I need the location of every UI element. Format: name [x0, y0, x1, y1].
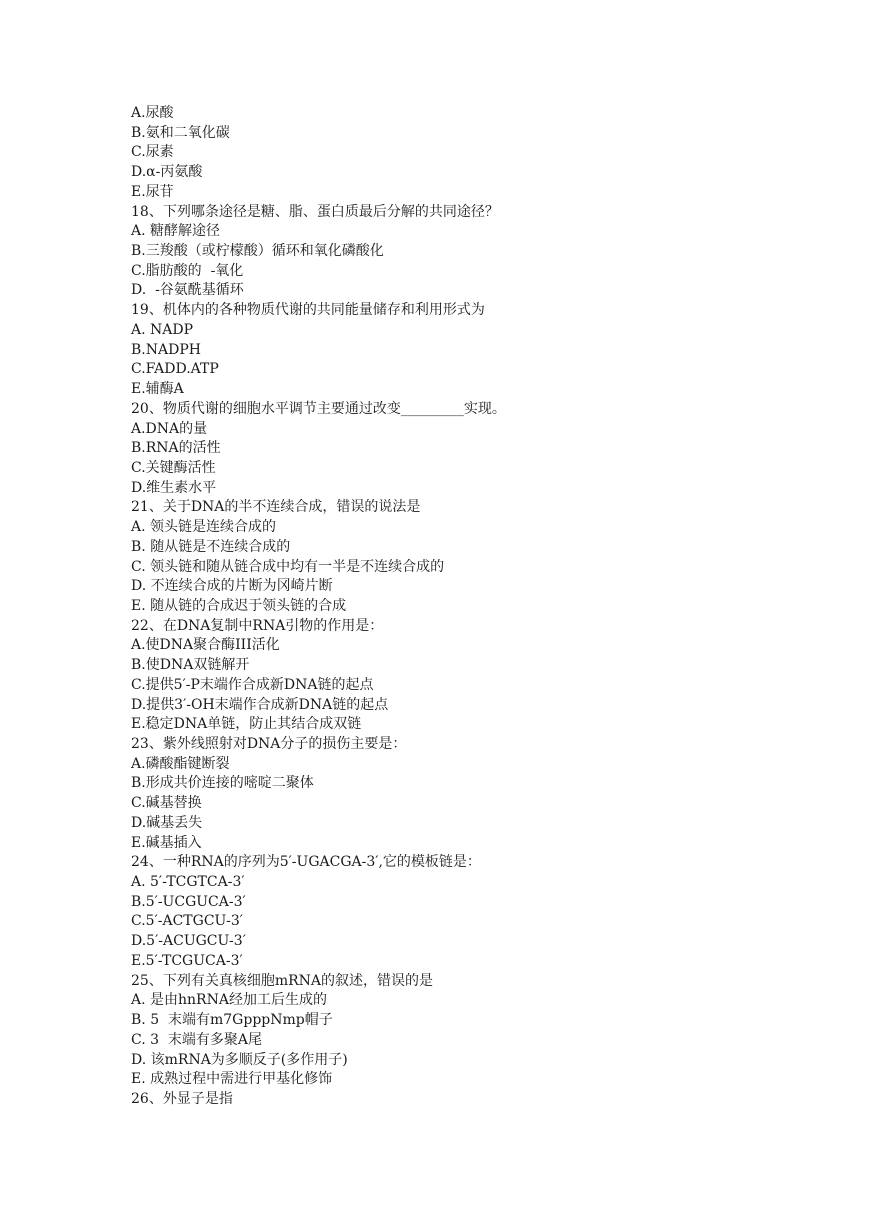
option-line: E. 随从链的合成迟于领头链的合成 — [131, 597, 347, 614]
option-line: C. 3 末端有多聚A尾 — [131, 1031, 263, 1048]
question-line: 20、物质代谢的细胞水平调节主要通过改变_________实现。 — [131, 400, 506, 417]
option-line: D. 不连续合成的片断为冈崎片断 — [131, 578, 333, 595]
option-line: B. 5 末端有m7GpppNmp帽子 — [131, 1012, 333, 1029]
option-line: E.碱基插入 — [131, 834, 202, 851]
option-line: D.维生素水平 — [131, 479, 217, 496]
question-line: 19、机体内的各种物质代谢的共同能量储存和利用形式为 — [131, 302, 485, 319]
option-line: B.三羧酸（或柠檬酸）循环和氧化磷酸化 — [131, 243, 384, 260]
question-line: 26、外显子是指 — [131, 1090, 233, 1107]
option-line: C. 领头链和随从链合成中均有一半是不连续合成的 — [131, 558, 445, 575]
option-line: B.5′-UCGUCA-3′ — [131, 893, 246, 910]
option-line: A.磷酸酯键断裂 — [131, 755, 230, 772]
question-line: 25、下列有关真核细胞mRNA的叙述，错误的是 — [131, 972, 433, 989]
option-line: A.使DNA聚合酶III活化 — [131, 637, 280, 654]
option-line: A. NADP — [131, 321, 194, 338]
option-line: A.DNA的量 — [131, 420, 208, 437]
question-line: 21、关于DNA的半不连续合成，错误的说法是 — [131, 499, 421, 516]
question-text-block — [131, 104, 811, 1110]
question-line: 18、下列哪条途径是糖、脂、蛋白质最后分解的共同途径？ — [131, 203, 499, 220]
question-line: 23、紫外线照射对DNA分子的损伤主要是： — [131, 736, 407, 752]
option-line: B. 随从链是不连续合成的 — [131, 538, 291, 555]
option-line: E.尿苷 — [131, 183, 174, 200]
option-line: B.形成共价连接的嘧啶二聚体 — [131, 775, 314, 792]
option-line: D. -谷氨酰基循环 — [131, 282, 244, 299]
option-line: D. 该mRNA为多顺反子(多作用子) — [131, 1051, 348, 1068]
option-line: E. 成熟过程中需进行甲基化修饰 — [131, 1071, 333, 1088]
option-line: A.尿酸 — [131, 105, 174, 121]
option-line: D.提供3′-OH末端作合成新DNA链的起点 — [131, 696, 389, 713]
option-line: E.辅酶A — [131, 381, 184, 398]
option-line: B.NADPH — [131, 341, 201, 358]
option-line: C.提供5′-P末端作合成新DNA链的起点 — [131, 676, 374, 693]
option-line: C.5′-ACTGCU-3′ — [131, 913, 243, 930]
option-line: B.使DNA双链解开 — [131, 657, 250, 674]
option-line: C.脂肪酸的 -氧化 — [131, 262, 244, 279]
option-line: A. 是由hnRNA经加工后生成的 — [131, 992, 327, 1009]
question-line: 22、在DNA复制中RNA引物的作用是： — [131, 617, 384, 634]
option-line: A. 5′-TCGTCA-3′ — [131, 874, 245, 891]
question-line: 24、一种RNA的序列为5′-UGACGA-3′,它的模板链是： — [131, 854, 481, 871]
option-line: C.碱基替换 — [131, 795, 202, 812]
option-line: C.FADD.ATP — [131, 361, 219, 378]
option-line: B.氨和二氧化碳 — [131, 124, 230, 141]
option-line: D.碱基丢失 — [131, 814, 203, 831]
option-line: A. 糖酵解途径 — [131, 223, 221, 240]
option-line: D.α-丙氨酸 — [131, 164, 203, 181]
option-line: A. 领头链是连续合成的 — [131, 519, 277, 536]
option-line: C.关键酶活性 — [131, 459, 216, 476]
option-line: C.尿素 — [131, 144, 174, 161]
option-line: E.稳定DNA单链，防止其结合成双链 — [131, 716, 362, 733]
option-line: D.5′-ACUGCU-3′ — [131, 933, 246, 950]
option-line: E.5′-TCGUCA-3′ — [131, 952, 243, 969]
option-line: B.RNA的活性 — [131, 440, 221, 457]
